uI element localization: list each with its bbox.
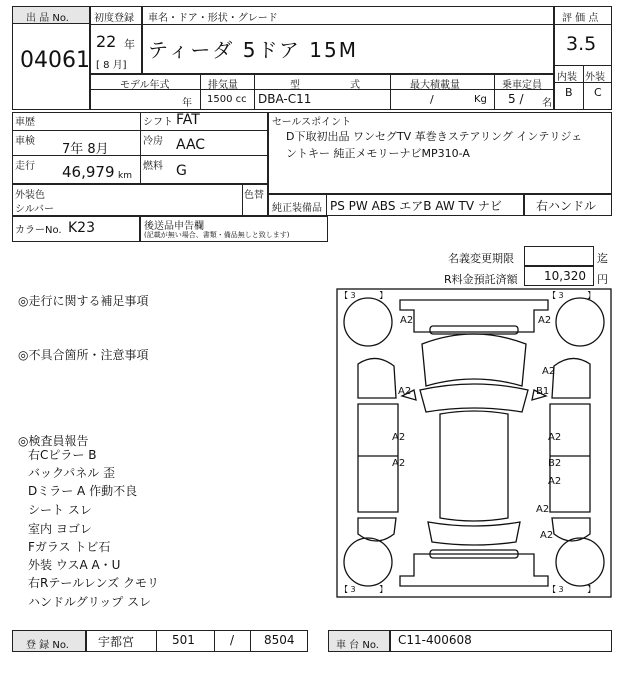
wheel-rear-left	[344, 538, 392, 586]
lot-number: 04061	[20, 48, 90, 73]
capacity-label: 乗車定員	[502, 80, 542, 91]
shift-value: FAT	[176, 112, 200, 128]
corner-label-bl: 【 3 】	[340, 585, 388, 594]
front-bumper	[400, 300, 548, 332]
hood	[422, 334, 526, 386]
car-name-label: 車名・ドア・形状・グレード	[148, 13, 278, 24]
inspector-item: 右Cピラー B	[28, 448, 97, 462]
inspector-item: Dミラー A 作動不良	[28, 484, 138, 498]
first-registration-label: 初度登録	[94, 13, 134, 24]
displacement-label: 排気量	[208, 80, 238, 91]
model-type: DBA-C11	[258, 92, 312, 106]
registration-kana: /	[230, 633, 235, 647]
mark-right-pillar: B1	[536, 386, 550, 397]
type-label: 型	[290, 80, 300, 91]
equipment-label: 純正装備品	[272, 203, 322, 214]
year-unit: 年	[124, 38, 135, 51]
inspector-item: 右Rテールレンズ クモリ	[28, 576, 159, 590]
inspector-item: ハンドルグリップ スレ	[28, 595, 152, 609]
sales-point-label: セールスポイント	[272, 117, 352, 128]
handle-value: 右ハンドル	[536, 199, 597, 213]
mark-left-fender: A2	[398, 386, 412, 397]
inspector-label: ◎検査員報告	[18, 434, 89, 448]
docs-note: (記載が無い場合、書類・備品無しと致します)	[144, 231, 290, 239]
model-year-label: モデル年式	[120, 80, 170, 91]
ext-color-label: 外装色	[15, 190, 45, 201]
equipment-value: PS PW ABS エアB AW TV ナビ	[330, 199, 502, 213]
corner-label-br: 【 3 】	[548, 585, 596, 594]
mark-right-rear-door-2: A2	[548, 476, 562, 487]
recycle-label: R料金預託済額	[444, 273, 518, 286]
capacity-value: 5 /	[508, 92, 524, 106]
ext-color-value: シルバー	[15, 204, 55, 215]
type-label-2: 式	[350, 80, 360, 91]
first-registration-month: [ 8 月]	[96, 60, 127, 71]
inspector-item: 外装 ウスA A・U	[28, 558, 121, 572]
chassis-value: C11-400608	[398, 633, 472, 647]
defects-label: ◎不具合箇所・注意事項	[18, 348, 149, 362]
mileage-unit: km	[118, 171, 132, 181]
name-change-unit: 迄	[597, 252, 608, 265]
fuel-label: 燃料	[143, 161, 163, 172]
interior-grade: B	[565, 86, 573, 99]
mark-left-rear-door: A2	[392, 458, 406, 469]
color-no-label: カラーNo.	[15, 225, 62, 236]
sales-point-line1: D下取初出品 ワンセグTV 革巻きステアリング インテリジェ	[286, 130, 583, 143]
capacity-unit: 名	[542, 98, 552, 109]
history-label: 車歴	[15, 117, 35, 128]
chassis-label: 車 台 No.	[336, 640, 379, 651]
mark-right-fender: A2	[542, 366, 556, 377]
mark-right-quarter: A2	[536, 504, 550, 515]
mark-front-left: A2	[400, 315, 414, 326]
displacement-value: 1500 cc	[207, 94, 247, 105]
inspector-item: Fガラス トビ石	[28, 540, 111, 554]
max-load-unit: Kg	[474, 94, 487, 105]
color-no-value: K23	[68, 220, 95, 236]
mileage-value: 46,979	[62, 163, 115, 181]
sales-point-line2: ントキー 純正メモリーナビMP310-A	[286, 147, 470, 160]
driving-notes-label: ◎走行に関する補足事項	[18, 294, 149, 308]
color-change-label: 色替	[244, 190, 264, 201]
mark-left-front-door: A2	[392, 432, 406, 443]
exterior-grade: C	[594, 86, 602, 99]
max-load-value: /	[430, 93, 434, 106]
wheel-front-right	[556, 298, 604, 346]
inspector-item: バックパネル 歪	[28, 466, 116, 480]
corner-label-tr: 【 3 】	[548, 291, 596, 300]
first-registration-year: 22	[96, 32, 117, 51]
name-change-box	[524, 246, 594, 266]
inspector-item: 室内 ヨゴレ	[28, 522, 92, 536]
left-quarter	[358, 518, 396, 541]
aircon-value: AAC	[176, 137, 206, 153]
recycle-unit: 円	[597, 273, 608, 286]
score-value: 3.5	[566, 33, 597, 55]
name-change-label: 名義変更期限	[448, 252, 514, 265]
right-quarter	[552, 518, 590, 541]
car-name: ティーダ 5ドア 15M	[148, 38, 358, 62]
shift-label: シフト	[143, 117, 173, 128]
mark-front-right: A2	[538, 315, 552, 326]
exterior-label: 外装	[585, 72, 605, 83]
rear-bumper	[400, 554, 548, 586]
recycle-value: 10,320	[544, 269, 586, 283]
right-fender	[552, 358, 590, 398]
inspector-item: シート スレ	[28, 503, 92, 517]
registration-class: 501	[172, 633, 195, 647]
registration-number: 8504	[264, 633, 295, 647]
docs-label: 後送品申告欄	[144, 221, 204, 232]
corner-label-tl: 【 3 】	[340, 291, 388, 300]
lot-number-label: 出 品 No.	[26, 13, 69, 24]
wheel-front-left	[344, 298, 392, 346]
inspection-value: 7年 8月	[62, 142, 109, 157]
wheel-rear-right	[556, 538, 604, 586]
registration-label: 登 録 No.	[26, 640, 69, 651]
left-fender	[358, 358, 396, 398]
mileage-label: 走行	[15, 161, 35, 172]
registration-area: 宇都宮	[98, 635, 135, 649]
mark-right-rear-door: B2	[548, 458, 562, 469]
max-load-label: 最大積載量	[410, 80, 460, 91]
interior-label: 内装	[557, 72, 577, 83]
mark-right-quarter-2: A2	[540, 530, 554, 541]
car-damage-diagram	[336, 286, 612, 600]
model-year-unit: 年	[182, 98, 192, 109]
fuel-value: G	[176, 163, 187, 179]
roof	[440, 411, 508, 521]
aircon-label: 冷房	[143, 136, 163, 147]
mark-right-front-door: A2	[548, 432, 562, 443]
inspection-label: 車検	[15, 136, 35, 147]
score-label: 評 価 点	[562, 13, 599, 24]
